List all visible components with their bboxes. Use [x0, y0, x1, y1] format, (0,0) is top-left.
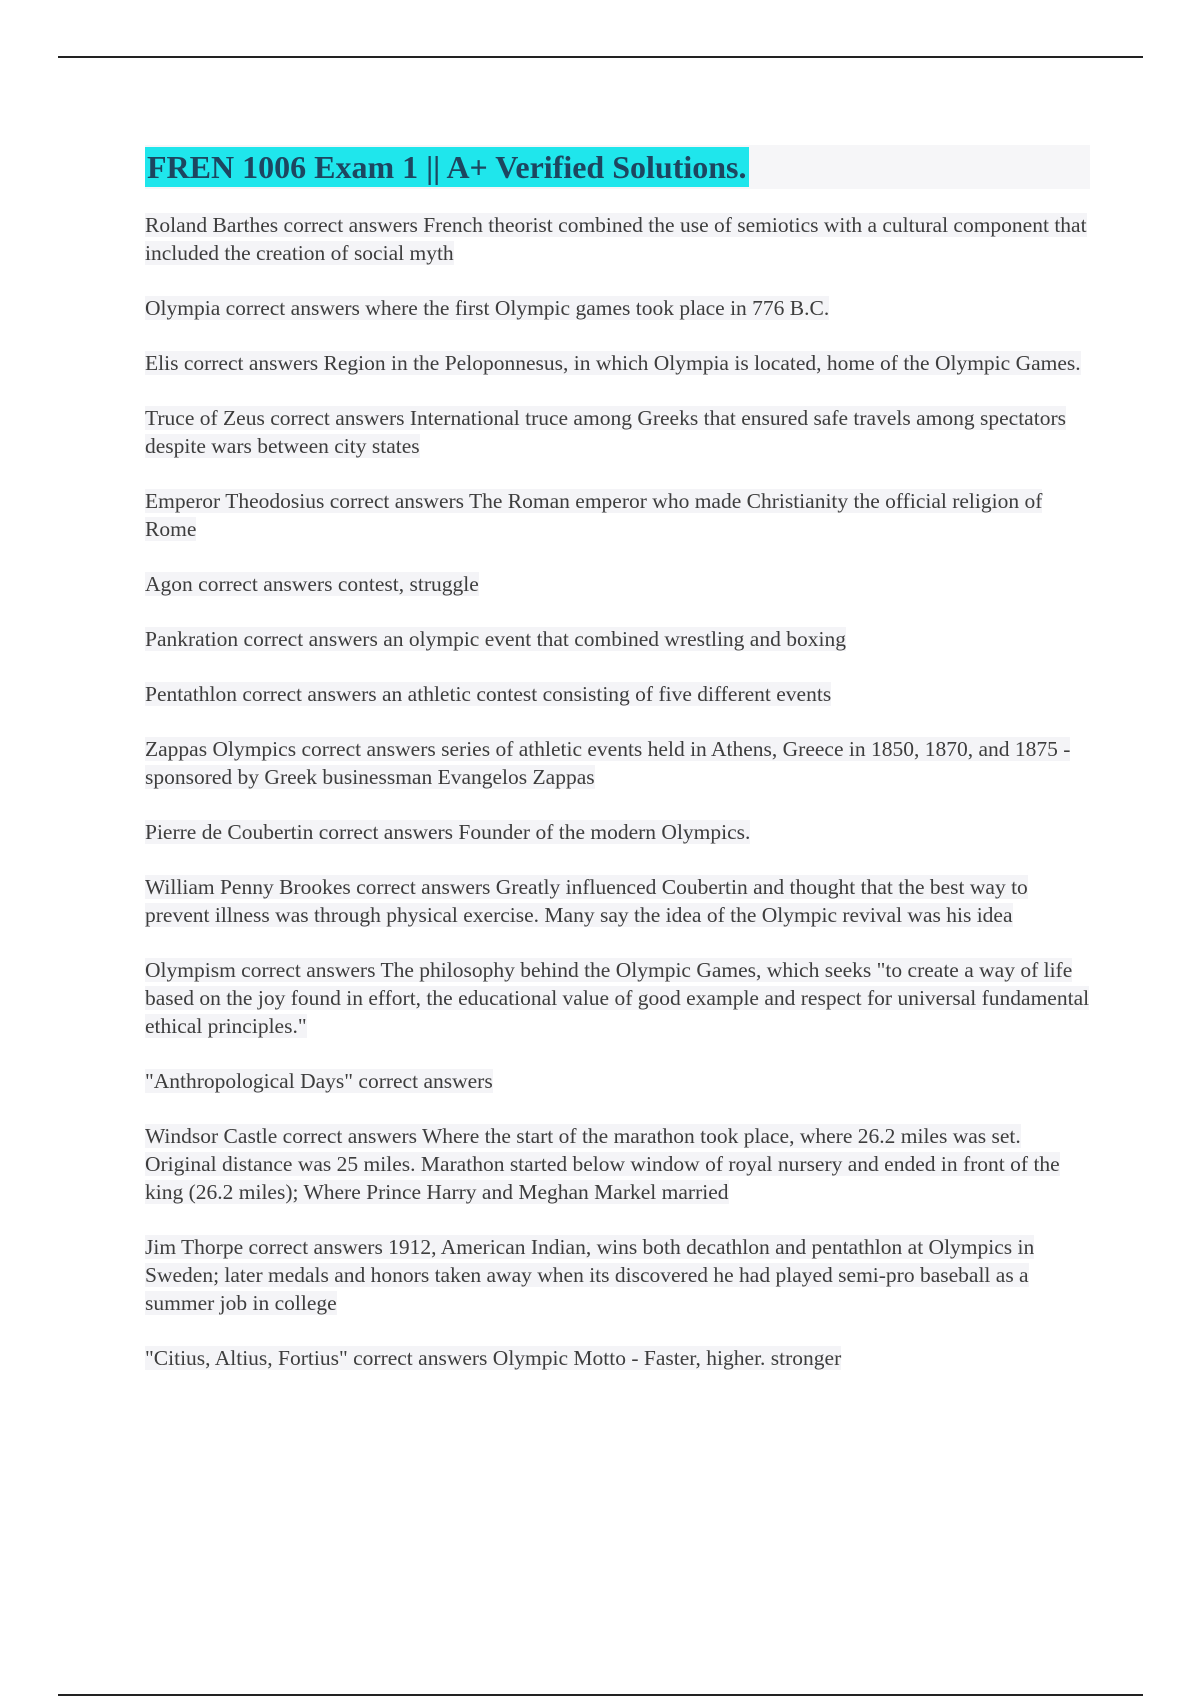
entry — [145, 349, 1090, 377]
entry — [145, 680, 1090, 708]
entry-text: "Anthropological Days" correct answers — [145, 1069, 493, 1093]
entry — [145, 1067, 1090, 1095]
entry-text: Roland Barthes correct answers French theorist combined the use of semiotics with a cultural component that included the creation of social myth — [145, 213, 1087, 265]
entry-text: "Citius, Altius, Fortius" correct answers Olympic Motto - Faster, higher. stronger — [145, 1346, 842, 1370]
entry — [145, 570, 1090, 598]
entry-text: Olympism correct answers The philosophy behind the Olympic Games, which seeks "to create a way of life based on the joy found in effort, the educational value of good example and respect for universal fundamental ethical principles." — [145, 958, 1090, 1038]
entry — [145, 735, 1090, 791]
entry — [145, 1233, 1090, 1317]
document-body — [145, 145, 1090, 1399]
entry — [145, 294, 1090, 322]
entry — [145, 404, 1090, 460]
entry — [145, 818, 1090, 846]
entry — [145, 625, 1090, 653]
entry-text: Elis correct answers Region in the Peloponnesus, in which Olympia is located, home of the Olympic Games. — [145, 351, 1081, 375]
title-band — [145, 145, 1090, 189]
entry-text: Pankration correct answers an olympic event that combined wrestling and boxing — [145, 627, 846, 651]
entry-text: Emperor Theodosius correct answers The Roman emperor who made Christianity the official religion of Rome — [145, 489, 1043, 541]
document-title: FREN 1006 Exam 1 || A+ Verified Solutions. — [147, 149, 747, 185]
entry-text: Jim Thorpe correct answers 1912, American Indian, wins both decathlon and pentathlon at Olympics in Sweden; later medals and honors taken away when its discovered he had played semi-pro baseball as a summer job in college — [145, 1235, 1035, 1315]
entry-text: Pierre de Coubertin correct answers Founder of the modern Olympics. — [145, 820, 751, 844]
entry — [145, 1122, 1090, 1206]
header-rule — [58, 56, 1143, 58]
entry-text: William Penny Brookes correct answers Greatly influenced Coubertin and thought that the best way to prevent illness was through physical exercise. Many say the idea of the Olympic revival was his idea — [145, 875, 1028, 927]
entry — [145, 873, 1090, 929]
entry-text: Pentathlon correct answers an athletic contest consisting of five different events — [145, 682, 832, 706]
entry — [145, 487, 1090, 543]
entry — [145, 211, 1090, 267]
entry-text: Agon correct answers contest, struggle — [145, 572, 479, 596]
entry — [145, 1344, 1090, 1372]
entry — [145, 956, 1090, 1040]
footer-rule — [58, 1694, 1143, 1696]
entry-text: Truce of Zeus correct answers International truce among Greeks that ensured safe travels among spectators despite wars between city states — [145, 406, 1066, 458]
entry-text: Olympia correct answers where the first Olympic games took place in 776 B.C. — [145, 296, 830, 320]
entry-text: Zappas Olympics correct answers series of athletic events held in Athens, Greece in 1850, 1870, and 1875 - sponsored by Greek businessman Evangelos Zappas — [145, 737, 1071, 789]
entry-text: Windsor Castle correct answers Where the start of the marathon took place, where 26.2 miles was set. Original distance was 25 miles. Marathon started below window of royal nursery and ended in front of the king (26.2 miles); Where Prince Harry and Meghan Markel married — [145, 1124, 1060, 1204]
entry-list — [145, 211, 1090, 1372]
